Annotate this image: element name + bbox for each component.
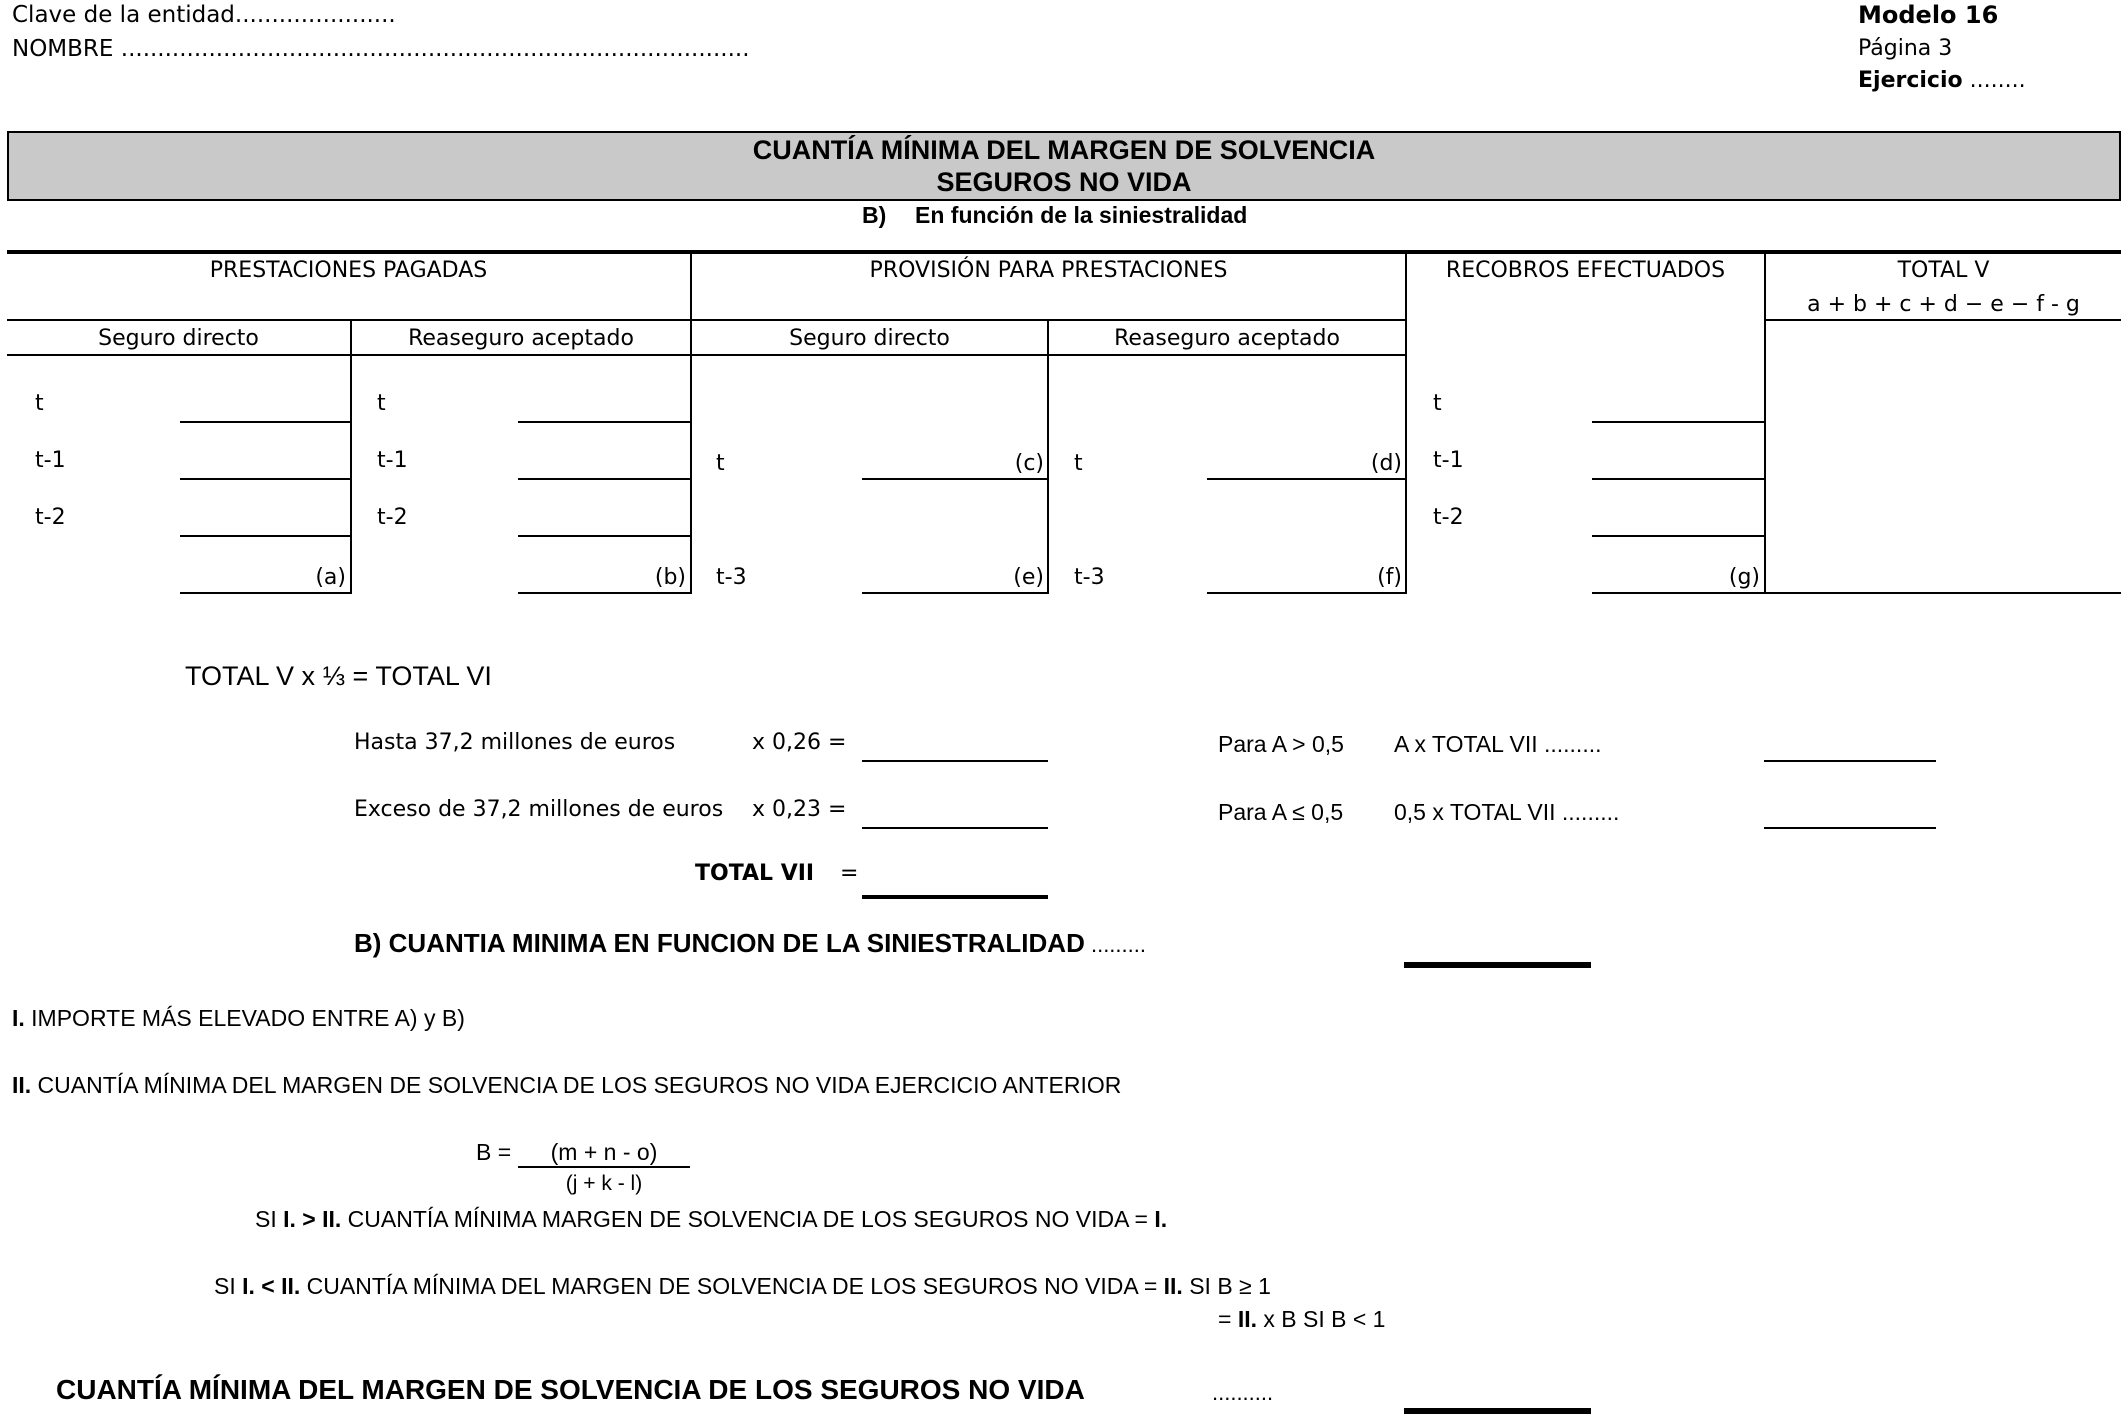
input-line-final[interactable] <box>1404 1408 1591 1414</box>
clave-entidad: Clave de la entidad...................... <box>12 2 396 28</box>
b-equals: B = <box>476 1139 512 1165</box>
para-a-le-label: Para A ≤ 0,5 <box>1218 799 1344 825</box>
final-title: CUANTÍA MÍNIMA DEL MARGEN DE SOLVENCIA DE LOS SEGUROS NO VIDA <box>56 1374 1085 1405</box>
cuantia-b-line: B) CUANTIA MINIMA EN FUNCION DE LA SINIESTRALIDAD ......... <box>354 928 1146 958</box>
exceso-factor: x 0,23 = <box>752 797 847 822</box>
input-line-cuantia-b[interactable] <box>1404 962 1591 968</box>
input-line-hasta[interactable] <box>862 760 1048 762</box>
row-label-t: t <box>1433 391 1442 416</box>
section-b-letter: B) <box>862 202 887 228</box>
label-b: (b) <box>654 565 686 590</box>
hasta-label: Hasta 37,2 millones de euros <box>354 730 676 755</box>
b-denominator: (j + k - l) <box>565 1172 643 1195</box>
input-line-a-t1[interactable] <box>180 478 350 480</box>
label-g: (g) <box>1728 565 1760 590</box>
final-dots: .......... <box>1212 1380 1274 1405</box>
input-line-g-t1[interactable] <box>1592 478 1764 480</box>
modelo-label: Modelo 16 <box>1858 1 1999 29</box>
header-recobros: RECOBROS EFECTUADOS <box>1445 258 1726 283</box>
input-line-d[interactable] <box>1207 478 1405 480</box>
nombre-field: NOMBRE ...................................................................................... <box>12 36 750 62</box>
header-provision: PROVISIÓN PARA PRESTACIONES <box>869 258 1228 283</box>
input-line-a-le[interactable] <box>1764 827 1936 829</box>
input-line-a-t[interactable] <box>180 421 350 423</box>
row-label-t: t <box>716 451 725 476</box>
input-line-g-total[interactable] <box>1592 592 1764 594</box>
input-line-exceso[interactable] <box>862 827 1048 829</box>
exceso-label: Exceso de 37,2 millones de euros <box>354 797 724 822</box>
row-label-t2: t-2 <box>1433 505 1464 530</box>
subheader-reaseguro-2: Reaseguro aceptado <box>1114 326 1340 351</box>
input-line-b-t1[interactable] <box>518 478 690 480</box>
hasta-factor: x 0,26 = <box>752 730 847 755</box>
importe-mas-elevado: I. IMPORTE MÁS ELEVADO ENTRE A) y B) <box>12 1005 465 1031</box>
label-c: (c) <box>1014 451 1044 476</box>
table-header-divider <box>7 319 1406 321</box>
header-total-v: TOTAL V <box>1897 258 1990 283</box>
banner-title: CUANTÍA MÍNIMA DEL MARGEN DE SOLVENCIA <box>752 135 1376 165</box>
subcol-divider-1 <box>350 320 352 594</box>
section-b-title: En función de la siniestralidad <box>915 202 1248 228</box>
row-label-t2: t-2 <box>377 505 408 530</box>
input-line-b-total[interactable] <box>518 592 690 594</box>
subheader-seguro-directo-1: Seguro directo <box>98 326 259 351</box>
label-d: (d) <box>1370 451 1402 476</box>
col-divider-2 <box>1405 252 1407 594</box>
header-prestaciones: PRESTACIONES PAGADAS <box>209 258 488 283</box>
input-line-b-t[interactable] <box>518 421 690 423</box>
si-i-gt-ii: SI I. > II. CUANTÍA MÍNIMA MARGEN DE SOLVENCIA DE LOS SEGUROS NO VIDA = I. <box>255 1206 1168 1232</box>
para-a-gt-label: Para A > 0,5 <box>1218 731 1344 757</box>
row-label-t2: t-2 <box>35 505 66 530</box>
label-f: (f) <box>1377 565 1402 590</box>
ii-x-b: = II. x B SI B < 1 <box>1218 1306 1386 1332</box>
input-line-total-vii[interactable] <box>862 895 1048 899</box>
label-e: (e) <box>1013 565 1044 590</box>
subheader-reaseguro-1: Reaseguro aceptado <box>408 326 634 351</box>
row-label-t3: t-3 <box>1074 565 1105 590</box>
pagina-label: Página 3 <box>1858 36 1953 61</box>
row-label-t1: t-1 <box>35 448 66 473</box>
input-line-f[interactable] <box>1207 592 1405 594</box>
row-label-t1: t-1 <box>377 448 408 473</box>
subcol-divider-2 <box>1047 320 1049 594</box>
total-bottom-line <box>1764 592 2121 594</box>
row-label-t1: t-1 <box>1433 448 1464 473</box>
total-vi-formula: TOTAL V x ⅓ = TOTAL VI <box>185 661 492 691</box>
subheader-seguro-directo-2: Seguro directo <box>789 326 950 351</box>
table-top-border <box>7 250 2121 254</box>
fraction-bar <box>518 1166 690 1168</box>
input-line-g-t[interactable] <box>1592 421 1764 423</box>
total-header-divider <box>1764 319 2121 321</box>
row-label-t: t <box>377 391 386 416</box>
total-vii-eq: = <box>840 861 859 886</box>
si-i-lt-ii: SI I. < II. CUANTÍA MÍNIMA DEL MARGEN DE SOLVENCIA DE LOS SEGUROS NO VIDA = II. SI B ≥ 1 <box>214 1273 1271 1299</box>
input-line-b-t2[interactable] <box>518 535 690 537</box>
total-vii-label: TOTAL VII <box>695 861 815 886</box>
cuantia-ejercicio-anterior: II. CUANTÍA MÍNIMA DEL MARGEN DE SOLVENCIA DE LOS SEGUROS NO VIDA EJERCICIO ANTERIOR <box>12 1072 1122 1098</box>
subheader-divider <box>7 354 1406 356</box>
row-label-t: t <box>1074 451 1083 476</box>
banner-subtitle: SEGUROS NO VIDA <box>936 167 1192 197</box>
label-a: (a) <box>315 565 346 590</box>
input-line-g-t2[interactable] <box>1592 535 1764 537</box>
input-line-c[interactable] <box>862 478 1047 480</box>
input-line-e[interactable] <box>862 592 1047 594</box>
total-v-formula: a + b + c + d − e − f - g <box>1807 292 2080 317</box>
input-line-a-gt[interactable] <box>1764 760 1936 762</box>
a-x-total-vii: A x TOTAL VII ......... <box>1394 731 1602 757</box>
row-label-t3: t-3 <box>716 565 747 590</box>
input-line-a-t2[interactable] <box>180 535 350 537</box>
input-line-a-total[interactable] <box>180 592 350 594</box>
row-label-t: t <box>35 391 44 416</box>
b-numerator: (m + n - o) <box>550 1139 658 1165</box>
col-divider-1 <box>690 252 692 594</box>
ejercicio-label: Ejercicio ........ <box>1858 68 2026 93</box>
half-x-total-vii: 0,5 x TOTAL VII ......... <box>1394 799 1620 825</box>
